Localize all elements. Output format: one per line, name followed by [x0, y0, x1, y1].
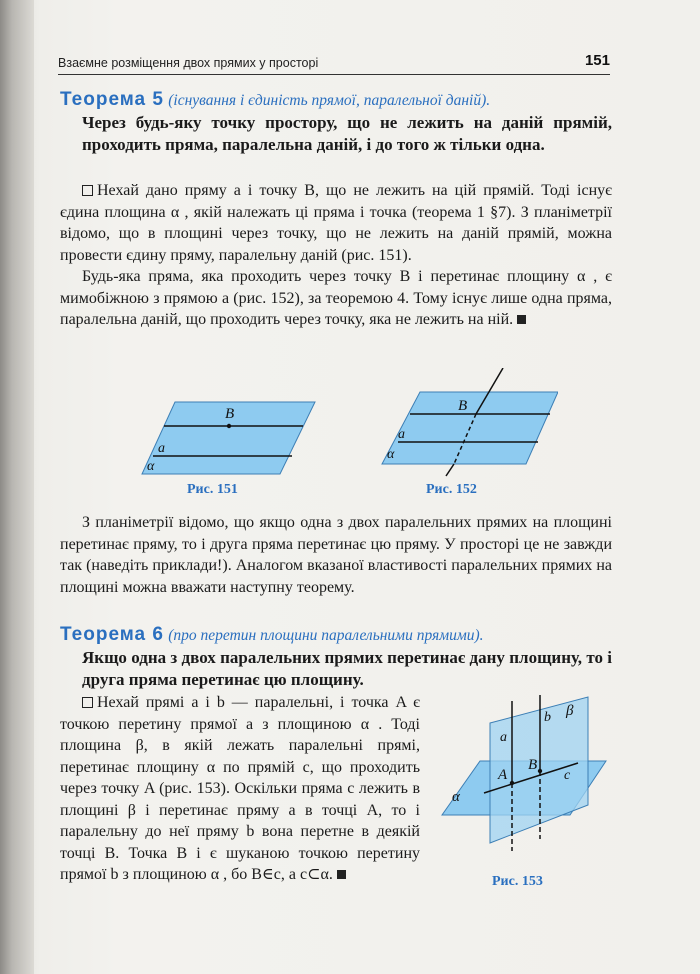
theorem-6	[60, 624, 612, 691]
proof-start-icon	[82, 697, 93, 708]
proof-paragraph-1: Нехай дано пряму a і точку B, що не лежить на цій прямій. Тоді існує єдина площина α , якій належать ці пряма і точка (теорема 1 §7). З планіметрії відомо, що в площині через точку, що не лежить на даній прямій, можна провести єдину пряму, паралельну даній (рис. 151).	[60, 182, 612, 264]
figure-151-caption: Рис. 151	[187, 482, 238, 497]
label-B: B	[528, 757, 538, 773]
theorem-5-proof	[60, 180, 612, 331]
label-b: b	[544, 710, 551, 725]
label-a: a	[500, 730, 507, 745]
theorem-5-label: Теорема 5	[60, 89, 164, 110]
page-number: 151	[584, 52, 610, 69]
theorem-5	[60, 89, 612, 156]
label-a: a	[158, 441, 165, 456]
label-B: B	[458, 398, 468, 414]
label-a: a	[398, 427, 405, 442]
label-beta: β	[566, 703, 574, 719]
point-B	[227, 424, 231, 428]
figure-153	[440, 693, 610, 863]
running-header	[58, 52, 610, 75]
label-A: A	[498, 767, 508, 783]
figure-152	[378, 368, 558, 478]
point-B	[538, 769, 542, 773]
theorem-6-heading	[60, 624, 612, 647]
theorem-5-heading	[60, 89, 612, 112]
figure-151	[140, 398, 320, 478]
label-alpha: α	[387, 447, 395, 462]
figure-153-caption: Рис. 153	[492, 874, 543, 889]
theorem-6-proof-paragraph: Нехай прямі a і b — паралельні, і точка A є точкою перетину прямої a з площиною α . Тоді площина β, в якій лежать паралельні прямі, перетинає площину α по прямій c, що проходить через точку A (рис. 153). Оскільки пряма c лежить в площині β і перетинає пряму a в точці A, то і паралельну до неї пряму b вона перетне в деякій точці B. Точка B і є шуканою точкою перетину прямої b з площиною α , бо B∈c, а c⊂α.	[60, 694, 420, 883]
label-B: B	[225, 406, 235, 422]
label-c: c	[564, 768, 571, 783]
label-alpha: α	[452, 789, 460, 805]
point-A	[510, 781, 514, 785]
header-title: Взаємне розміщення двох прямих у просторі	[58, 56, 319, 70]
theorem-5-statement: Через будь-яку точку простору, що не лежить на даній прямій, проходить пряма, паралельна даній, і до того ж тільки одна.	[82, 113, 612, 154]
figure-152-caption: Рис. 152	[426, 482, 477, 497]
proof-start-icon	[82, 185, 93, 196]
book-spine-shadow	[0, 0, 34, 974]
theorem-6-proof	[60, 692, 420, 886]
qed-icon	[337, 870, 346, 879]
proof-paragraph-2: Будь-яка пряма, яка проходить через точку B і перетинає площину α , є мимобіжною з прямою a (рис. 152), за теоремою 4. Тому існує лише одна пряма, паралельна даній, що проходить через точку, яка не лежить на ній.	[60, 268, 612, 328]
theorem-6-label: Теорема 6	[60, 624, 164, 645]
skew-line-lower	[446, 464, 454, 476]
theorem-5-subtitle: (існування і єдиність прямої, паралельної даній).	[168, 92, 491, 109]
theorem-6-subtitle: (про перетин площини паралельними прямими).	[168, 627, 484, 644]
label-alpha: α	[147, 459, 155, 474]
intro-block	[60, 512, 612, 598]
qed-icon	[517, 315, 526, 324]
intro-paragraph: З планіметрії відомо, що якщо одна з двох паралельних прямих на площині перетинає пряму, то і друга пряма перетинає цю пряму. У просторі це не завжди так (наведіть приклади!). Аналогом вказаної властивості паралельних прямих на площині можна вважати наступну теорему.	[60, 514, 612, 596]
theorem-6-statement: Якщо одна з двох паралельних прямих перетинає дану площину, то і друга пряма перетинає цю площину.	[82, 648, 612, 689]
